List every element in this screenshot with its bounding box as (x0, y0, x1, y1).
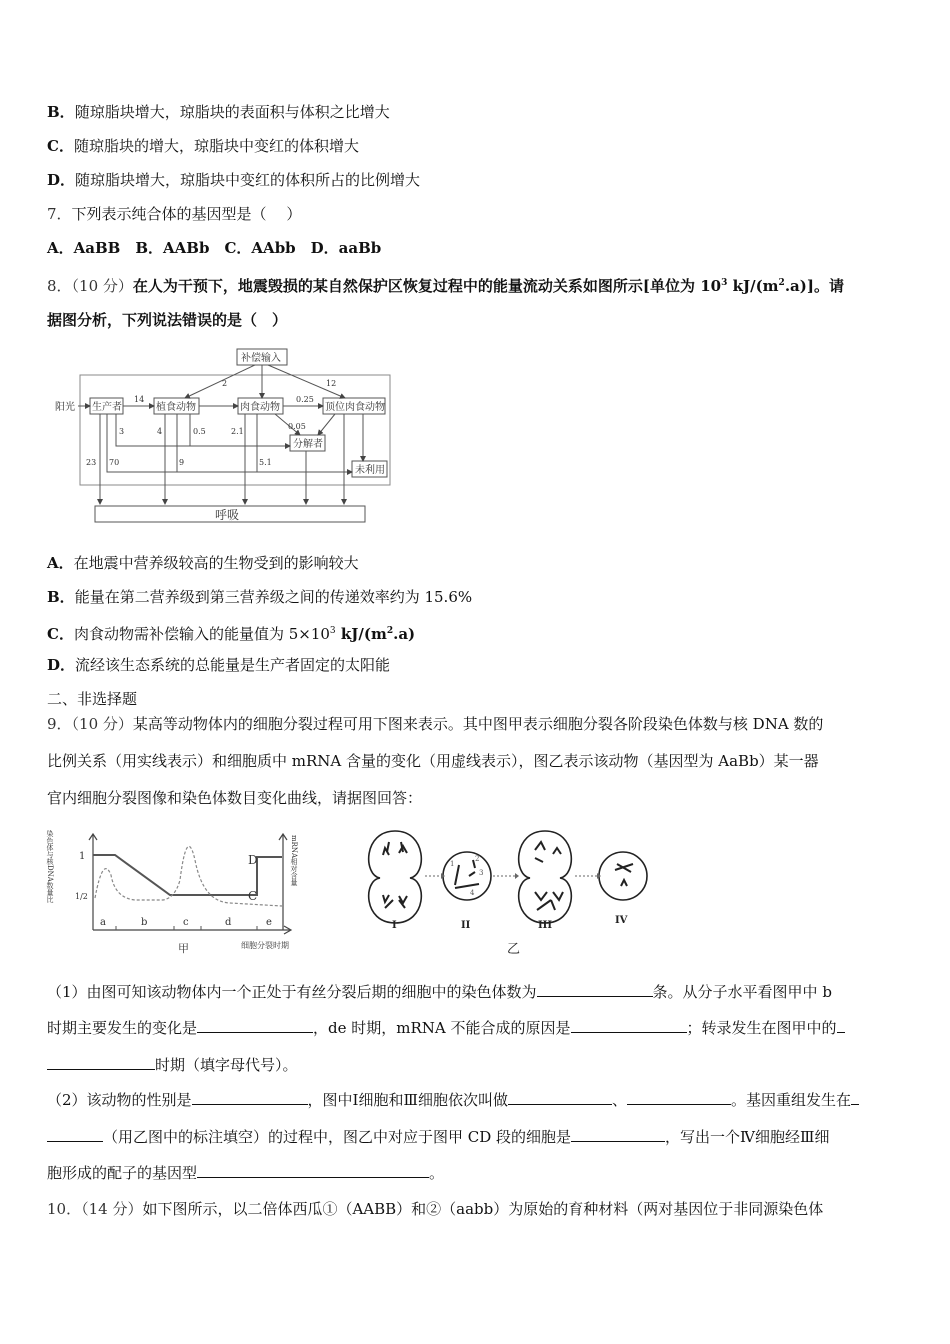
value-label: 12 (326, 379, 337, 388)
question-text: （用乙图中的标注填空）的过程中，图乙中对应于图甲 CD 段的细胞是 (103, 1128, 572, 1146)
cell-i (369, 831, 422, 923)
answer-blank[interactable] (197, 1163, 429, 1178)
phase-label: c (183, 917, 189, 928)
q9-sub1-line2 (47, 1018, 845, 1038)
chromosome-label: 4 (470, 889, 475, 897)
x-axis-label: 细胞分裂时期 (241, 941, 289, 950)
question-score: （10 分） (71, 277, 133, 295)
question-text: 胞形成的配子的基因型 (47, 1164, 198, 1182)
tick-label: 1/2 (75, 892, 88, 901)
phase-label: e (266, 917, 272, 928)
question-text: kJ/(m (727, 277, 779, 295)
answer-blank[interactable] (508, 1090, 612, 1105)
question-score: （10 分） (71, 715, 133, 733)
y-axis-label-left: 染色体与核DNA数量比 (46, 830, 54, 903)
section-heading: 二、非选择题 (47, 690, 138, 708)
question-text: （2）该动物的性别是 (47, 1091, 192, 1109)
cell-label: I (392, 920, 397, 931)
value-label: 0.5 (193, 427, 206, 436)
q9-sub2-line1 (47, 1090, 859, 1110)
option-text: 随琼脂块的增大，琼脂块中变红的体积增大 (73, 137, 359, 155)
question-text: ，图中Ⅰ细胞和Ⅲ细胞依次叫做 (307, 1091, 508, 1109)
option-key: B． (47, 588, 75, 606)
phase-label: d (225, 917, 232, 928)
option-text: 随琼脂块增大，琼脂块中变红的体积所占的比例增大 (75, 171, 421, 189)
answer-blank[interactable] (851, 1090, 859, 1105)
figure-caption: 乙 (507, 942, 521, 957)
question-number: 8． (47, 277, 72, 295)
value-label: 2.1 (231, 427, 244, 436)
figure-jia-chart (45, 820, 325, 960)
chromosome-label: 3 (479, 869, 484, 877)
q7-options: A．AaBB B．AABb C．AAbb D．aaBb (47, 239, 382, 257)
q8-option-c (47, 621, 415, 644)
option-key: D． (47, 171, 76, 189)
cell-iv (599, 852, 647, 900)
value-label: 3 (119, 427, 125, 436)
q9-sub1-line1 (47, 982, 832, 1002)
question-text: 。 (429, 1164, 445, 1182)
q10-stem (47, 1199, 823, 1219)
cell-label: III (538, 920, 553, 931)
node-producer: 生产者 (92, 402, 122, 413)
question-text: 如下图所示，以二倍体西瓜①（AABB）和②（aabb）为原始的育种材料（两对基因位于非同源染色体 (142, 1200, 824, 1218)
phase-label: b (141, 917, 148, 928)
question-text: （1）由图可知该动物体内一个正处于有丝分裂后期的细胞中的染色体数为 (47, 983, 537, 1001)
answer-blank[interactable] (571, 1127, 665, 1142)
node-unused: 未利用 (355, 465, 385, 476)
question-score: （14 分） (81, 1200, 143, 1218)
question-text: 下列表示纯合体的基因型是（ ） (71, 205, 302, 223)
question-text: ；转录发生在图甲中的 (686, 1019, 837, 1037)
figure-yi-cells (355, 820, 665, 960)
question-text: 在人为干预下，地震毁损的某自然保护区恢复过程中的能量流动关系如图所示[单位为 10 (132, 277, 722, 295)
q8-option-b (47, 587, 472, 607)
question-text: ，de 时期，mRNA 不能合成的原因是 (313, 1019, 571, 1037)
q9-stem-line2: 比例关系（用实线表示）和细胞质中 mRNA 含量的变化（用虚线表示），图乙表示该动物（基因型为 AaBb）某一器 (47, 752, 819, 770)
q8-stem-line1 (47, 273, 844, 296)
option-key: D． (47, 656, 76, 674)
point-label: C (248, 889, 258, 903)
q9-stem-line1 (47, 714, 823, 734)
value-label: 0.25 (296, 395, 314, 404)
question-text: 条。从分子水平看图甲中 b (652, 983, 832, 1001)
value-label: 2 (222, 379, 228, 388)
cell-label: IV (615, 915, 628, 926)
option-key: B． (47, 103, 75, 121)
option-text: 能量在第二营养级到第三营养级之间的传递效率约为 15.6% (74, 588, 473, 606)
node-respiration: 呼吸 (215, 508, 240, 522)
q8-option-a (47, 553, 359, 573)
answer-blank[interactable] (47, 1127, 103, 1142)
node-herbivore: 植食动物 (156, 402, 196, 413)
answer-blank[interactable] (47, 1055, 155, 1070)
question-text: 某高等动物体内的细胞分裂过程可用下图来表示。其中图甲表示细胞分裂各阶段染色体数与核 DNA 数的 (132, 715, 824, 733)
option-text: 在地震中营养级较高的生物受到的影响较大 (73, 554, 359, 572)
answer-blank[interactable] (197, 1018, 313, 1033)
value-label: 23 (86, 458, 97, 467)
q9-sub2-line3 (47, 1163, 444, 1183)
q8-stem-line2: 据图分析，下列说法错误的是（ ） (47, 311, 288, 329)
value-label: 9 (179, 458, 185, 467)
q9-sub2-line2 (47, 1127, 830, 1147)
cell-label: II (461, 920, 471, 931)
answer-blank[interactable] (627, 1090, 731, 1105)
answer-blank[interactable] (837, 1018, 845, 1033)
answer-blank[interactable] (537, 982, 653, 997)
option-key: C． (47, 137, 74, 155)
tick-label: 1 (79, 851, 86, 862)
q9-stem-line3: 官内细胞分裂图像和染色体数目变化曲线，请据图回答： (47, 789, 423, 807)
question-number: 10． (47, 1200, 82, 1218)
node-decomposer: 分解者 (293, 439, 323, 450)
option-text: 流经该生态系统的总能量是生产者固定的太阳能 (75, 656, 391, 674)
phase-label: a (100, 917, 106, 928)
node-carnivore: 肉食动物 (240, 402, 280, 413)
option-text: 肉食动物需补偿输入的能量值为 5×10 (73, 625, 330, 643)
question-text: 时期（填字母代号）。 (155, 1056, 298, 1074)
value-label: 70 (109, 458, 120, 467)
q8-option-d (47, 655, 390, 675)
value-label: 14 (134, 395, 145, 404)
question-text: 时期主要发生的变化是 (47, 1019, 198, 1037)
option-text: .a) (393, 625, 416, 643)
question-text: ，写出一个Ⅳ细胞经Ⅲ细 (665, 1128, 830, 1146)
point-label: D (248, 853, 258, 867)
option-key: C． (47, 625, 74, 643)
question-text: .a)]。请 (784, 277, 844, 295)
y-axis-label-right: mRNA相对含量 (290, 835, 298, 887)
option-key: A． (47, 554, 74, 572)
energy-flow-diagram (50, 345, 400, 530)
q6-option-b (47, 102, 390, 122)
node-top-carnivore: 顶位肉食动物 (325, 402, 385, 413)
superscript: 2 (778, 278, 785, 288)
chromosome-label: 2 (475, 855, 480, 863)
figure-caption: 甲 (178, 942, 189, 955)
q7-stem (47, 204, 301, 224)
cell-iii (519, 831, 572, 923)
chromosome-label: 1 (450, 860, 455, 868)
value-label: 5.1 (259, 458, 272, 467)
question-number: 9． (47, 715, 72, 733)
superscript: 3 (329, 626, 336, 636)
superscript: 2 (386, 626, 394, 636)
q6-option-d (47, 170, 420, 190)
answer-blank[interactable] (192, 1090, 308, 1105)
question-number: 7． (47, 205, 72, 223)
option-text: kJ/(m (335, 625, 387, 643)
question-text: 、 (611, 1091, 627, 1109)
node-input: 补偿输入 (241, 353, 281, 364)
value-label: 4 (157, 427, 163, 436)
node-sun: 阳光 (55, 402, 75, 413)
question-text: 。基因重组发生在 (730, 1091, 851, 1109)
answer-blank[interactable] (571, 1018, 687, 1033)
q6-option-c (47, 136, 359, 156)
option-text: 随琼脂块增大，琼脂块的表面积与体积之比增大 (74, 103, 390, 121)
value-label: 0.05 (288, 422, 306, 431)
superscript: 3 (721, 278, 728, 288)
q9-sub1-line3 (47, 1055, 298, 1075)
